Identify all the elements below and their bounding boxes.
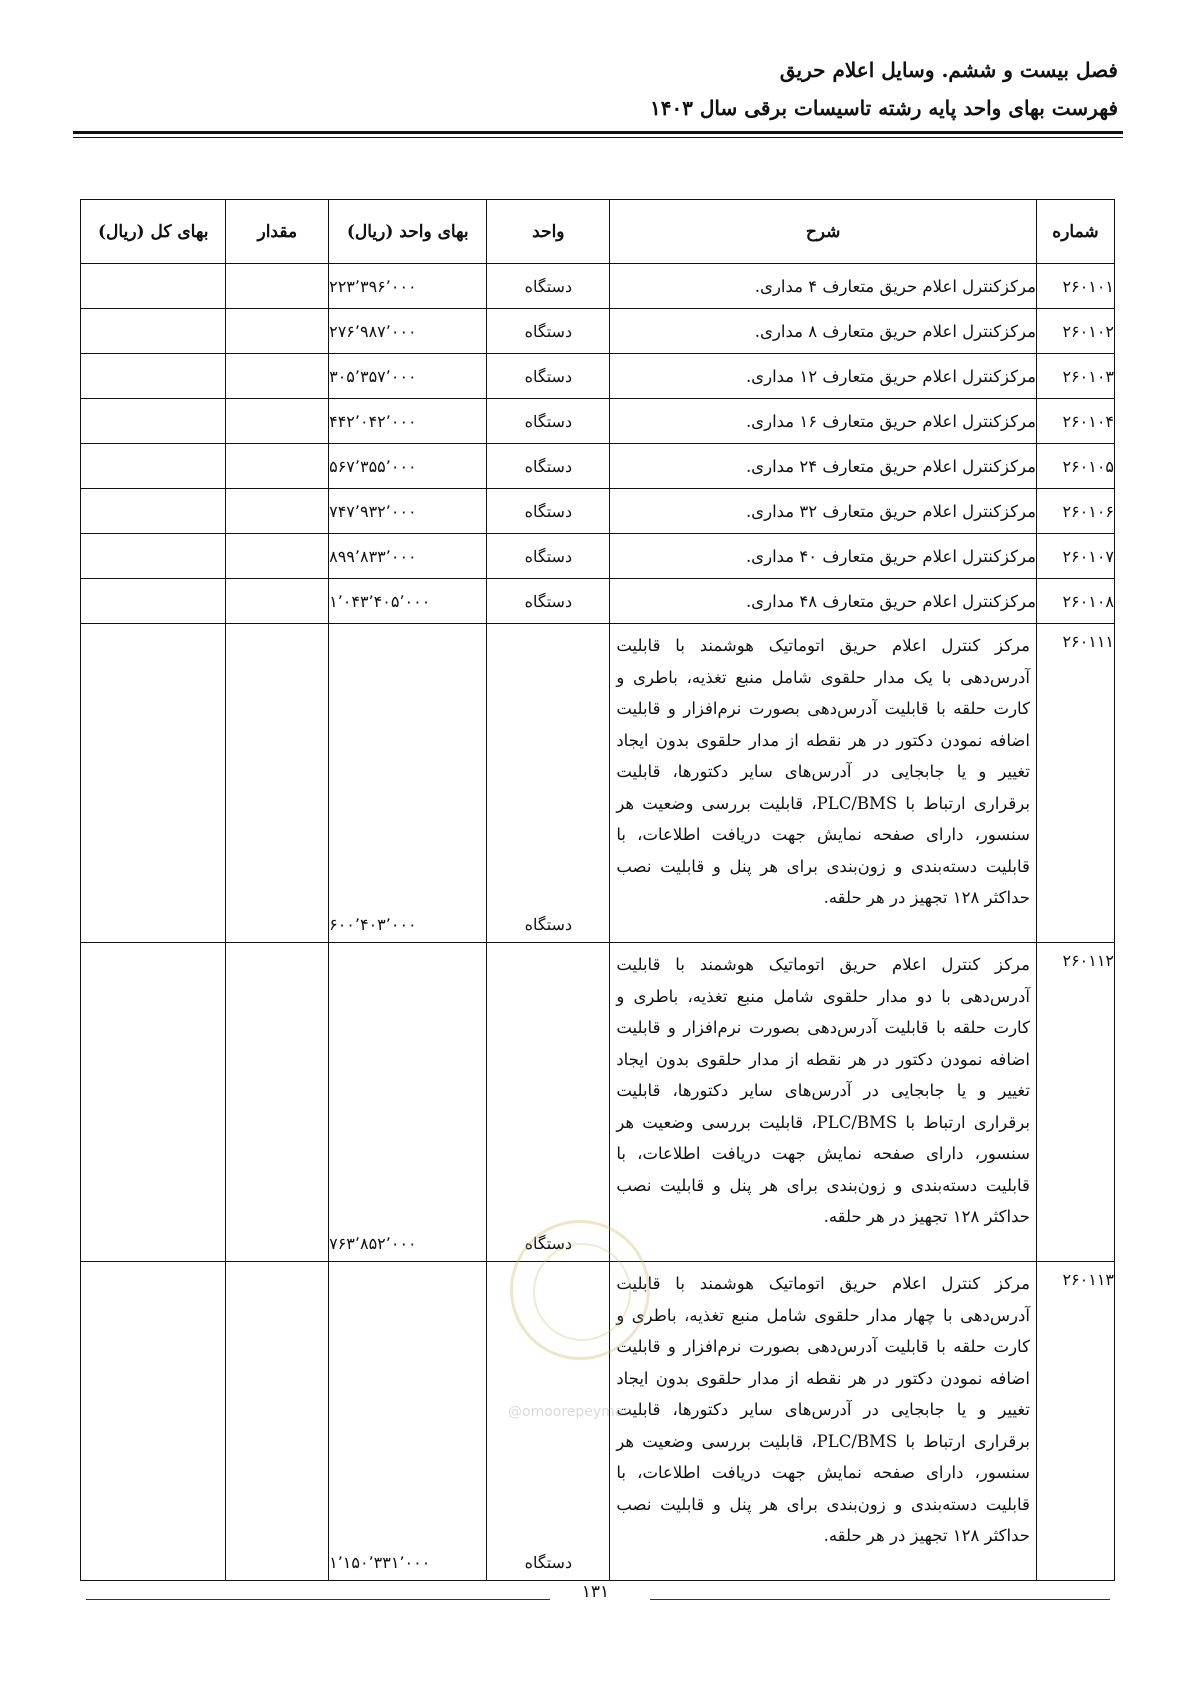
item-quantity [226,264,329,309]
table-row [81,444,1115,489]
item-quantity [226,399,329,444]
item-total-price [81,444,226,489]
item-description: مرکزکنترل اعلام حریق متعارف ۱۲ مداری. [610,354,1037,399]
item-unit-price: ۲۷۶٬۹۸۷٬۰۰۰ [329,309,487,354]
item-unit-price: ۸۹۹٬۸۳۳٬۰۰۰ [329,534,487,579]
item-unit-price: ۱٬۰۴۳٬۴۰۵٬۰۰۰ [329,579,487,624]
item-unit: دستگاه [487,354,610,399]
item-quantity [226,624,329,943]
item-unit: دستگاه [487,1262,610,1581]
table-row [81,624,1115,943]
item-code: ۲۶۰۱۰۳ [1036,354,1114,399]
header-unit-price: بهای واحد (ریال) [329,200,487,264]
item-unit-price: ۱٬۱۵۰٬۳۳۱٬۰۰۰ [329,1262,487,1581]
item-quantity [226,444,329,489]
document-subtitle: فهرست بهای واحد پایه رشته تاسیسات برقی سال ۱۴۰۳ [649,96,1118,120]
item-code: ۲۶۰۱۰۱ [1036,264,1114,309]
table-header-row [81,200,1115,264]
item-quantity [226,354,329,399]
item-description: مرکز کنترل اعلام حریق اتوماتیک هوشمند با قابلیت آدرس‌دهی با یک مدار حلقوی شامل منبع تغذیه، باطری و کارت حلقه با قابلیت آدرس‌دهی بصورت نرم‌افزار و قابلیت اضافه نمودن دکتور در هر نقطه از مدار حلقوی بدون ایجاد تغییر و یا جابجایی در آدرس‌های سایر دکتورها، قابلیت برقراری ارتباط با PLC/BMS، قابلیت بررسی وضعیت هر سنسور، دارای صفحه نمایش جهت دریافت اطلاعات، با قابلیت دسته‌بندی و زون‌بندی برای هر پنل و قابلیت نصب حداکثر ۱۲۸ تجهیز در هر حلقه. [610,624,1037,943]
header-unit: واحد [487,200,610,264]
item-code: ۲۶۰۱۱۱ [1036,624,1114,943]
chapter-title: فصل بیست و ششم. وسایل اعلام حریق [779,58,1118,82]
item-unit-price: ۷۴۷٬۹۳۲٬۰۰۰ [329,489,487,534]
table-row [81,264,1115,309]
item-unit-price: ۷۶۳٬۸۵۲٬۰۰۰ [329,943,487,1262]
item-unit-price: ۶۰۰٬۴۰۳٬۰۰۰ [329,624,487,943]
header-code: شماره [1036,200,1114,264]
item-total-price [81,354,226,399]
item-code: ۲۶۰۱۰۵ [1036,444,1114,489]
item-description: مرکزکنترل اعلام حریق متعارف ۲۴ مداری. [610,444,1037,489]
table-row [81,309,1115,354]
item-description: مرکزکنترل اعلام حریق متعارف ۸ مداری. [610,309,1037,354]
item-code: ۲۶۰۱۰۴ [1036,399,1114,444]
header-quantity: مقدار [226,200,329,264]
item-code: ۲۶۰۱۰۷ [1036,534,1114,579]
item-quantity [226,309,329,354]
item-total-price [81,489,226,534]
item-description: مرکزکنترل اعلام حریق متعارف ۴۸ مداری. [610,579,1037,624]
header-rule-thick [73,131,1123,134]
item-code: ۲۶۰۱۰۸ [1036,579,1114,624]
item-unit: دستگاه [487,579,610,624]
item-code: ۲۶۰۱۰۲ [1036,309,1114,354]
item-unit: دستگاه [487,489,610,534]
header-total-price: بهای کل (ریال) [81,200,226,264]
item-description: مرکز کنترل اعلام حریق اتوماتیک هوشمند با قابلیت آدرس‌دهی با دو مدار حلقوی شامل منبع تغذیه، باطری و کارت حلقه با قابلیت آدرس‌دهی بصورت نرم‌افزار و قابلیت اضافه نمودن دکتور در هر نقطه از مدار حلقوی بدون ایجاد تغییر و یا جابجایی در آدرس‌های سایر دکتورها، قابلیت برقراری ارتباط با PLC/BMS، قابلیت بررسی وضعیت هر سنسور، دارای صفحه نمایش جهت دریافت اطلاعات، با قابلیت دسته‌بندی و زون‌بندی برای هر پنل و قابلیت نصب حداکثر ۱۲۸ تجهیز در هر حلقه. [610,943,1037,1262]
item-unit-price: ۵۶۷٬۳۵۵٬۰۰۰ [329,444,487,489]
item-unit: دستگاه [487,444,610,489]
item-unit: دستگاه [487,624,610,943]
item-unit: دستگاه [487,309,610,354]
item-quantity [226,579,329,624]
item-total-price [81,1262,226,1581]
item-unit-price: ۳۰۵٬۳۵۷٬۰۰۰ [329,354,487,399]
item-unit: دستگاه [487,399,610,444]
item-total-price [81,399,226,444]
page-number: ۱۳۱ [581,1582,610,1602]
item-total-price [81,624,226,943]
header-rule-thin [73,137,1123,138]
item-unit-price: ۴۴۲٬۰۴۲٬۰۰۰ [329,399,487,444]
item-description: مرکز کنترل اعلام حریق اتوماتیک هوشمند با قابلیت آدرس‌دهی با چهار مدار حلقوی شامل منبع تغذیه، باطری و کارت حلقه با قابلیت آدرس‌دهی بصورت نرم‌افزار و قابلیت اضافه نمودن دکتور در هر نقطه از مدار حلقوی بدون ایجاد تغییر و یا جابجایی در آدرس‌های سایر دکتورها، قابلیت برقراری ارتباط با PLC/BMS، قابلیت بررسی وضعیت هر سنسور، دارای صفحه نمایش جهت دریافت اطلاعات، با قابلیت دسته‌بندی و زون‌بندی برای هر پنل و قابلیت نصب حداکثر ۱۲۸ تجهیز در هر حلقه. [610,1262,1037,1581]
item-code: ۲۶۰۱۰۶ [1036,489,1114,534]
item-total-price [81,943,226,1262]
table-row [81,354,1115,399]
item-unit-price: ۲۲۳٬۳۹۶٬۰۰۰ [329,264,487,309]
table-row [81,579,1115,624]
item-quantity [226,534,329,579]
item-total-price [81,579,226,624]
table-row [81,534,1115,579]
watermark-handle: @omoorepeyman [508,1404,633,1420]
watermark-seal [510,1220,650,1360]
item-description: مرکزکنترل اعلام حریق متعارف ۴ مداری. [610,264,1037,309]
item-unit: دستگاه [487,264,610,309]
price-list-table [80,199,1115,1581]
item-total-price [81,264,226,309]
item-description: مرکزکنترل اعلام حریق متعارف ۴۰ مداری. [610,534,1037,579]
table-row [81,489,1115,534]
item-description: مرکزکنترل اعلام حریق متعارف ۱۶ مداری. [610,399,1037,444]
item-quantity [226,943,329,1262]
table-row [81,399,1115,444]
item-quantity [226,489,329,534]
item-total-price [81,309,226,354]
item-unit: دستگاه [487,943,610,1262]
item-code: ۲۶۰۱۱۳ [1036,1262,1114,1581]
item-description: مرکزکنترل اعلام حریق متعارف ۳۲ مداری. [610,489,1037,534]
item-total-price [81,534,226,579]
header-description: شرح [610,200,1037,264]
table-row [81,943,1115,1262]
item-unit: دستگاه [487,534,610,579]
item-quantity [226,1262,329,1581]
item-code: ۲۶۰۱۱۲ [1036,943,1114,1262]
